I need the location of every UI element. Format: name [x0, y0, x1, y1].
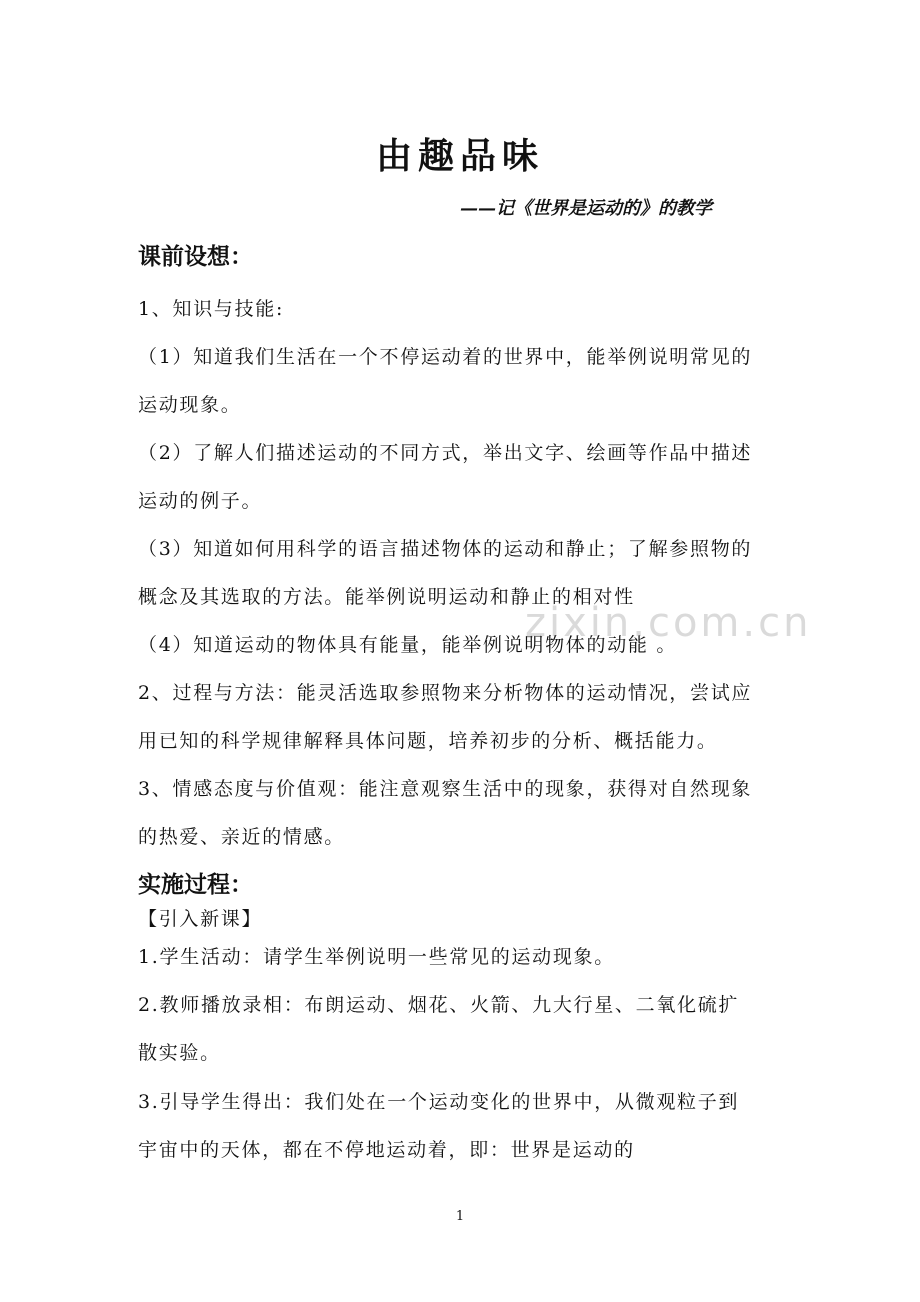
paragraph-line: 1.学生活动：请学生举例说明一些常见的运动现象。	[138, 946, 615, 968]
paragraph-line: 运动现象。	[138, 394, 242, 416]
paragraph-line: 2.教师播放录相：布朗运动、烟花、火箭、九大行星、二氧化硫扩	[138, 994, 740, 1016]
paragraph-line: 【引入新课】	[138, 908, 263, 930]
section-heading-implementation: 实施过程：	[138, 872, 253, 898]
paragraph-line: 概念及其选取的方法。能举例说明运动和静止的相对性	[138, 586, 635, 608]
watermark: zixin.com.cn	[525, 600, 812, 646]
paragraph-line: （1）知道我们生活在一个不停运动着的世界中，能举例说明常见的	[138, 346, 753, 368]
paragraph-line: （4）知道运动的物体具有能量，能举例说明物体的动能 。	[138, 634, 678, 656]
section-heading-pre-class: 课前设想：	[138, 244, 253, 270]
paragraph-line: （2）了解人们描述运动的不同方式，举出文字、绘画等作品中描述	[138, 442, 753, 464]
page-number: 1	[455, 1209, 465, 1224]
paragraph-line: 散实验。	[138, 1042, 221, 1064]
paragraph-line: 运动的例子。	[138, 490, 263, 512]
document-title: 由趣品味	[375, 135, 544, 177]
paragraph-line: 用已知的科学规律解释具体问题，培养初步的分析、概括能力。	[138, 730, 718, 752]
paragraph-line: 的热爱、亲近的情感。	[138, 826, 346, 848]
paragraph-line: （3）知道如何用科学的语言描述物体的运动和静止；了解参照物的	[138, 538, 753, 560]
paragraph-line: 2、过程与方法：能灵活选取参照物来分析物体的运动情况，尝试应	[138, 682, 753, 704]
paragraph-line: 宇宙中的天体，都在不停地运动着，即：世界是运动的	[138, 1139, 635, 1161]
paragraph-line: 1、知识与技能:	[138, 298, 285, 320]
document-subtitle: ——记《世界是运动的》的教学	[460, 198, 712, 219]
paragraph-line: 3.引导学生得出：我们处在一个运动变化的世界中，从微观粒子到	[138, 1091, 740, 1113]
paragraph-line: 3、情感态度与价值观：能注意观察生活中的现象，获得对自然现象	[138, 778, 753, 800]
